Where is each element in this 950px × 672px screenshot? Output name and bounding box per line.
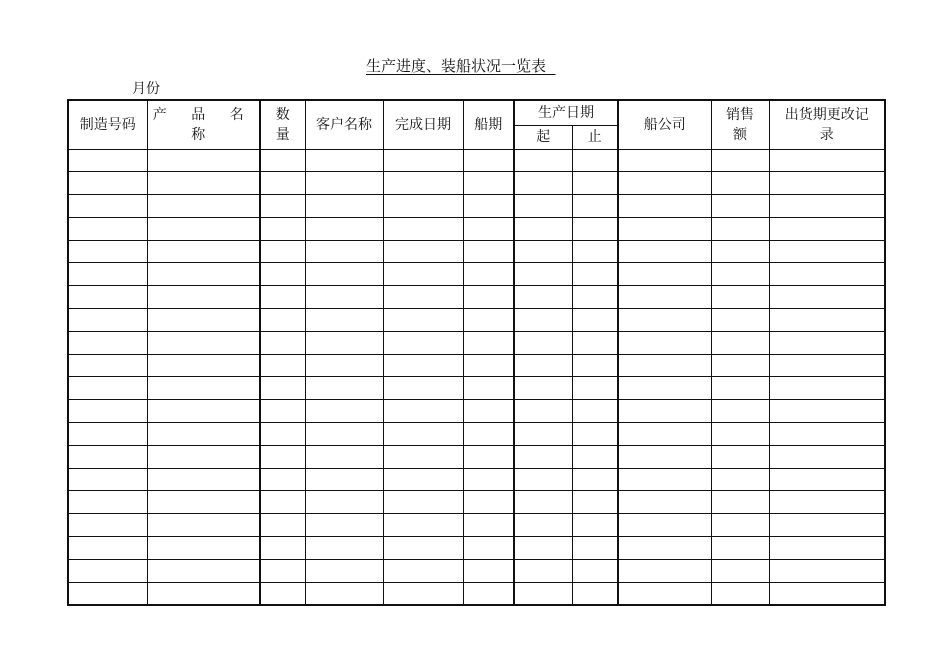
table-row	[68, 286, 885, 309]
table-cell[interactable]	[463, 491, 514, 514]
table-cell[interactable]	[618, 309, 711, 332]
table-cell[interactable]	[260, 559, 305, 582]
table-cell[interactable]	[711, 240, 769, 263]
table-row	[68, 514, 885, 537]
table-row	[68, 377, 885, 400]
table-cell[interactable]	[260, 240, 305, 263]
table-cell[interactable]	[514, 286, 572, 309]
table-cell[interactable]	[147, 331, 260, 354]
table-cell[interactable]	[711, 263, 769, 286]
table-cell[interactable]	[68, 514, 147, 537]
table-cell[interactable]	[383, 468, 463, 491]
table-cell[interactable]	[147, 537, 260, 560]
table-cell[interactable]	[260, 217, 305, 240]
table-cell[interactable]	[572, 263, 618, 286]
table-cell[interactable]	[260, 582, 305, 605]
table-cell[interactable]	[711, 400, 769, 423]
table-cell[interactable]	[572, 354, 618, 377]
table-cell[interactable]	[711, 331, 769, 354]
table-cell[interactable]	[572, 537, 618, 560]
table-cell[interactable]	[618, 286, 711, 309]
table-cell[interactable]	[305, 263, 383, 286]
table-cell[interactable]	[514, 240, 572, 263]
table-cell[interactable]	[147, 149, 260, 172]
table-cell[interactable]	[68, 537, 147, 560]
table-cell[interactable]	[68, 240, 147, 263]
table-cell[interactable]	[383, 423, 463, 446]
table-cell[interactable]	[769, 582, 885, 605]
table-cell[interactable]	[260, 309, 305, 332]
table-cell[interactable]	[463, 331, 514, 354]
table-cell[interactable]	[68, 217, 147, 240]
header-production-date: 生产日期	[514, 100, 618, 125]
header-change-record: 出货期更改记录	[769, 100, 885, 149]
table-cell[interactable]	[383, 537, 463, 560]
table-cell[interactable]	[260, 400, 305, 423]
table-cell[interactable]	[68, 582, 147, 605]
table-row	[68, 240, 885, 263]
table-cell[interactable]	[463, 172, 514, 195]
table-cell[interactable]	[68, 263, 147, 286]
table-cell[interactable]	[769, 240, 885, 263]
table-cell[interactable]	[618, 514, 711, 537]
table-cell[interactable]	[260, 423, 305, 446]
table-cell[interactable]	[383, 172, 463, 195]
table-cell[interactable]	[514, 423, 572, 446]
table-cell[interactable]	[514, 400, 572, 423]
table-cell[interactable]	[68, 468, 147, 491]
table-header	[68, 100, 885, 149]
table-cell[interactable]	[572, 172, 618, 195]
table-cell[interactable]	[305, 559, 383, 582]
table-cell[interactable]	[383, 331, 463, 354]
table-cell[interactable]	[68, 354, 147, 377]
table-cell[interactable]	[618, 582, 711, 605]
table-cell[interactable]	[769, 445, 885, 468]
table-cell[interactable]	[514, 217, 572, 240]
table-cell[interactable]	[618, 559, 711, 582]
table-cell[interactable]	[260, 149, 305, 172]
table-cell[interactable]	[572, 400, 618, 423]
table-cell[interactable]	[260, 468, 305, 491]
table-cell[interactable]	[68, 286, 147, 309]
table-cell[interactable]	[383, 149, 463, 172]
table-cell[interactable]	[514, 195, 572, 218]
table-cell[interactable]	[514, 537, 572, 560]
table-cell[interactable]	[514, 172, 572, 195]
table-cell[interactable]	[260, 195, 305, 218]
table-cell[interactable]	[68, 195, 147, 218]
table-cell[interactable]	[463, 309, 514, 332]
table-cell[interactable]	[618, 195, 711, 218]
table-cell[interactable]	[514, 468, 572, 491]
table-cell[interactable]	[514, 445, 572, 468]
header-completion-date: 完成日期	[383, 100, 463, 149]
table-cell[interactable]	[147, 491, 260, 514]
table-cell[interactable]	[383, 514, 463, 537]
table-row	[68, 149, 885, 172]
table-cell[interactable]	[463, 195, 514, 218]
table-cell[interactable]	[463, 423, 514, 446]
table-cell[interactable]	[260, 445, 305, 468]
table-cell[interactable]	[572, 309, 618, 332]
table-cell[interactable]	[383, 263, 463, 286]
table-row	[68, 468, 885, 491]
table-cell[interactable]	[383, 309, 463, 332]
header-shipping-company: 船公司	[618, 100, 711, 149]
table-cell[interactable]	[769, 286, 885, 309]
table-cell[interactable]	[305, 354, 383, 377]
table-cell[interactable]	[305, 377, 383, 400]
table-cell[interactable]	[383, 377, 463, 400]
table-cell[interactable]	[514, 377, 572, 400]
table-cell[interactable]	[305, 537, 383, 560]
table-cell[interactable]	[260, 514, 305, 537]
table-cell[interactable]	[711, 491, 769, 514]
table-cell[interactable]	[711, 423, 769, 446]
table-cell[interactable]	[514, 309, 572, 332]
table-cell[interactable]	[711, 468, 769, 491]
table-cell[interactable]	[147, 445, 260, 468]
table-cell[interactable]	[68, 172, 147, 195]
header-mfg-no: 制造号码	[68, 100, 147, 149]
table-cell[interactable]	[260, 354, 305, 377]
table-cell[interactable]	[572, 217, 618, 240]
table-cell[interactable]	[711, 286, 769, 309]
table-cell[interactable]	[305, 172, 383, 195]
table-cell[interactable]	[514, 149, 572, 172]
table-cell[interactable]	[463, 400, 514, 423]
table-cell[interactable]	[463, 263, 514, 286]
table-cell[interactable]	[618, 445, 711, 468]
table-cell[interactable]	[711, 354, 769, 377]
table-cell[interactable]	[572, 149, 618, 172]
table-cell[interactable]	[769, 423, 885, 446]
table-cell[interactable]	[769, 377, 885, 400]
table-row	[68, 172, 885, 195]
table-cell[interactable]	[572, 377, 618, 400]
table-cell[interactable]	[147, 400, 260, 423]
table-cell[interactable]	[463, 217, 514, 240]
table-cell[interactable]	[572, 195, 618, 218]
table-cell[interactable]	[305, 514, 383, 537]
table-row	[68, 263, 885, 286]
table-cell[interactable]	[711, 559, 769, 582]
table-row	[68, 309, 885, 332]
table-cell[interactable]	[572, 445, 618, 468]
table-cell[interactable]	[68, 309, 147, 332]
table-cell[interactable]	[711, 195, 769, 218]
table-cell[interactable]	[769, 354, 885, 377]
table-cell[interactable]	[68, 423, 147, 446]
table-cell[interactable]	[68, 491, 147, 514]
table-cell[interactable]	[305, 217, 383, 240]
table-cell[interactable]	[463, 468, 514, 491]
table-cell[interactable]	[618, 240, 711, 263]
table-row	[68, 423, 885, 446]
table-cell[interactable]	[305, 582, 383, 605]
table-cell[interactable]	[769, 491, 885, 514]
table-cell[interactable]	[147, 240, 260, 263]
table-cell[interactable]	[147, 468, 260, 491]
table-cell[interactable]	[514, 582, 572, 605]
table-row	[68, 354, 885, 377]
table-cell[interactable]	[514, 263, 572, 286]
table-cell[interactable]	[769, 149, 885, 172]
table-cell[interactable]	[463, 377, 514, 400]
table-cell[interactable]	[711, 149, 769, 172]
table-cell[interactable]	[305, 491, 383, 514]
table-cell[interactable]	[147, 377, 260, 400]
table-cell[interactable]	[260, 377, 305, 400]
table-cell[interactable]	[514, 354, 572, 377]
table-cell[interactable]	[514, 331, 572, 354]
table-cell[interactable]	[618, 149, 711, 172]
table-cell[interactable]	[305, 149, 383, 172]
table-cell[interactable]	[572, 423, 618, 446]
table-cell[interactable]	[68, 331, 147, 354]
table-cell[interactable]	[514, 559, 572, 582]
table-cell[interactable]	[463, 514, 514, 537]
table-cell[interactable]	[463, 559, 514, 582]
header-ship-date: 船期	[463, 100, 514, 149]
table-cell[interactable]	[383, 217, 463, 240]
table-row	[68, 445, 885, 468]
table-cell[interactable]	[147, 423, 260, 446]
table-cell[interactable]	[383, 240, 463, 263]
table-cell[interactable]	[305, 445, 383, 468]
table-cell[interactable]	[147, 354, 260, 377]
table-cell[interactable]	[618, 400, 711, 423]
table-cell[interactable]	[572, 559, 618, 582]
table-cell[interactable]	[147, 172, 260, 195]
table-cell[interactable]	[147, 263, 260, 286]
table-cell[interactable]	[618, 377, 711, 400]
table-cell[interactable]	[711, 217, 769, 240]
table-cell[interactable]	[147, 514, 260, 537]
table-cell[interactable]	[305, 309, 383, 332]
table-cell[interactable]	[769, 537, 885, 560]
table-cell[interactable]	[305, 195, 383, 218]
table-cell[interactable]	[769, 468, 885, 491]
table-cell[interactable]	[769, 559, 885, 582]
table-cell[interactable]	[572, 491, 618, 514]
table-cell[interactable]	[572, 468, 618, 491]
table-cell[interactable]	[711, 582, 769, 605]
table-cell[interactable]	[68, 559, 147, 582]
table-cell[interactable]	[383, 400, 463, 423]
header-product-name: 产 品 名 称	[147, 100, 260, 149]
table-cell[interactable]	[463, 240, 514, 263]
table-cell[interactable]	[147, 195, 260, 218]
table-cell[interactable]	[305, 331, 383, 354]
table-cell[interactable]	[769, 195, 885, 218]
table-cell[interactable]	[463, 354, 514, 377]
table-cell[interactable]	[572, 240, 618, 263]
table-cell[interactable]	[147, 217, 260, 240]
table-cell[interactable]	[260, 491, 305, 514]
table-cell[interactable]	[769, 331, 885, 354]
table-cell[interactable]	[147, 559, 260, 582]
table-cell[interactable]	[618, 537, 711, 560]
table-cell[interactable]	[260, 537, 305, 560]
table-cell[interactable]	[147, 582, 260, 605]
table-cell[interactable]	[463, 445, 514, 468]
schedule-table	[67, 99, 886, 606]
table-cell[interactable]	[572, 582, 618, 605]
table-cell[interactable]	[618, 331, 711, 354]
table-cell[interactable]	[305, 468, 383, 491]
table-cell[interactable]	[147, 309, 260, 332]
table-cell[interactable]	[383, 354, 463, 377]
table-cell[interactable]	[305, 240, 383, 263]
table-cell[interactable]	[769, 217, 885, 240]
table-cell[interactable]	[305, 400, 383, 423]
table-row	[68, 195, 885, 218]
table-cell[interactable]	[769, 309, 885, 332]
table-cell[interactable]	[68, 445, 147, 468]
table-cell[interactable]	[68, 377, 147, 400]
table-cell[interactable]	[260, 331, 305, 354]
table-cell[interactable]	[147, 286, 260, 309]
table-cell[interactable]	[514, 514, 572, 537]
table-cell[interactable]	[463, 286, 514, 309]
table-row	[68, 582, 885, 605]
table-row	[68, 491, 885, 514]
table-cell[interactable]	[618, 217, 711, 240]
month-label: 月份	[132, 81, 160, 97]
table-cell[interactable]	[463, 582, 514, 605]
table-cell[interactable]	[260, 263, 305, 286]
table-cell[interactable]	[260, 286, 305, 309]
table-cell[interactable]	[618, 491, 711, 514]
header-customer-name: 客户名称	[305, 100, 383, 149]
table-cell[interactable]	[68, 400, 147, 423]
table-cell[interactable]	[383, 445, 463, 468]
header-quantity: 数量	[260, 100, 305, 149]
table-cell[interactable]	[383, 286, 463, 309]
table-cell[interactable]	[711, 377, 769, 400]
page-title: 生产进度、装船状况一览表	[366, 57, 556, 75]
table-cell[interactable]	[618, 468, 711, 491]
table-row	[68, 537, 885, 560]
table-cell[interactable]	[383, 582, 463, 605]
table-row	[68, 559, 885, 582]
table-cell[interactable]	[572, 331, 618, 354]
table-cell[interactable]	[711, 445, 769, 468]
table-cell[interactable]	[769, 263, 885, 286]
table-cell[interactable]	[618, 423, 711, 446]
table-cell[interactable]	[711, 514, 769, 537]
table-cell[interactable]	[463, 149, 514, 172]
table-cell[interactable]	[305, 423, 383, 446]
table-row	[68, 331, 885, 354]
table-cell[interactable]	[383, 491, 463, 514]
table-cell[interactable]	[260, 172, 305, 195]
table-row	[68, 217, 885, 240]
table-row	[68, 400, 885, 423]
header-end: 止	[572, 125, 618, 149]
header-start: 起	[514, 125, 572, 149]
table-cell[interactable]	[383, 195, 463, 218]
table-cell[interactable]	[514, 491, 572, 514]
table-cell[interactable]	[463, 537, 514, 560]
table-body	[68, 149, 885, 605]
table-cell[interactable]	[305, 286, 383, 309]
table-cell[interactable]	[769, 400, 885, 423]
table-cell[interactable]	[618, 263, 711, 286]
table-cell[interactable]	[572, 286, 618, 309]
table-cell[interactable]	[711, 172, 769, 195]
table-cell[interactable]	[383, 559, 463, 582]
header-sales-amount: 销售额	[711, 100, 769, 149]
table-cell[interactable]	[769, 514, 885, 537]
table-cell[interactable]	[572, 514, 618, 537]
table-cell[interactable]	[68, 149, 147, 172]
table-cell[interactable]	[618, 354, 711, 377]
table-cell[interactable]	[769, 172, 885, 195]
table-cell[interactable]	[711, 309, 769, 332]
table-cell[interactable]	[711, 537, 769, 560]
table-cell[interactable]	[618, 172, 711, 195]
